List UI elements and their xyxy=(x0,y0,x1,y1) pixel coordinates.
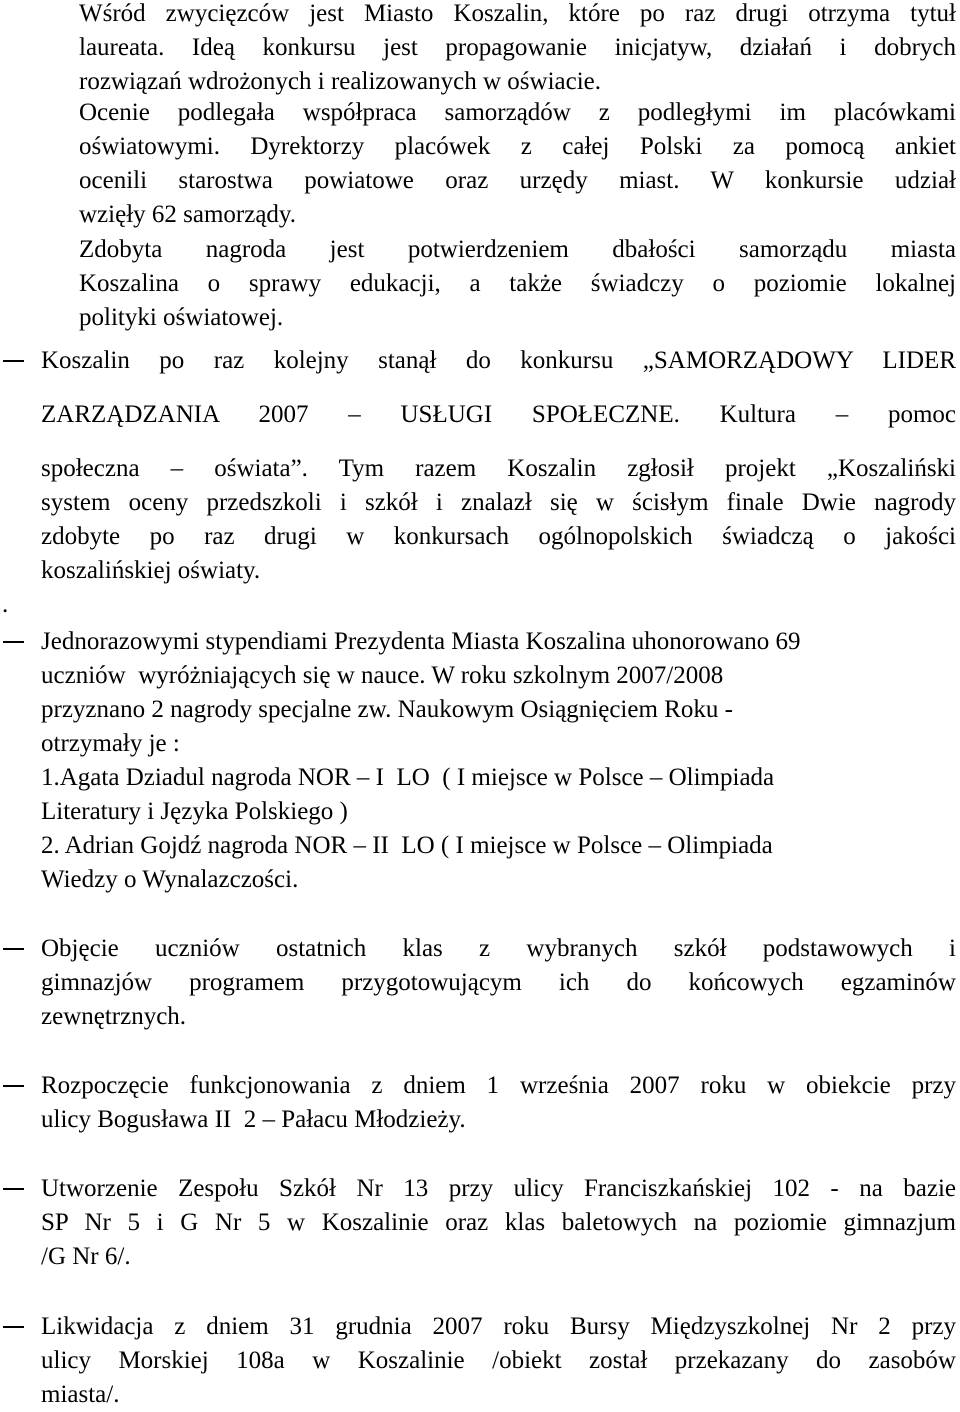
text-line: Utworzenie Zespołu Szkół Nr 13 przy ulicy Franciszkańskiej 102 - na bazie xyxy=(41,1175,956,1202)
list-item-objecie xyxy=(41,932,956,1034)
text-line: koszalińskiej oświaty. xyxy=(41,557,261,584)
text-line: Jednorazowymi stypendiami Prezydenta Miasta Koszalina uhonorowano 69 xyxy=(41,628,801,655)
text-line: Koszalina o sprawy edukacji, a także świadczy o poziomie lokalnej xyxy=(79,270,956,297)
text-line: przyznano 2 nagrody specjalne zw. Naukowym Osiągnięciem Roku - xyxy=(41,696,733,723)
list-item-zespol xyxy=(41,1172,956,1274)
text-line: ocenili starostwa powiatowe oraz urzędy miast. W konkursie udział xyxy=(79,167,956,194)
text-line: oświatowymi. Dyrektorzy placówek z całej Polski za pomocą ankiet xyxy=(79,133,956,160)
list-item-lider xyxy=(41,344,956,588)
text-line: polityki oświatowej. xyxy=(79,304,284,331)
text-line: SP Nr 5 i G Nr 5 w Koszalinie oraz klas baletowych na poziomie gimnazjum xyxy=(41,1209,956,1236)
text-line: ZARZĄDZANIA 2007 – USŁUGI SPOŁECZNE. Kultura – pomoc xyxy=(41,401,956,428)
text-line: system oceny przedszkoli i szkół i znalazł się w ścisłym finale Dwie nagrody xyxy=(41,489,956,516)
stray-dot: . xyxy=(2,591,9,618)
text-line: Ocenie podlegała współpraca samorządów z podległymi im placówkami xyxy=(79,99,956,126)
text-line: Likwidacja z dniem 31 grudnia 2007 roku Bursy Międzyszkolnej Nr 2 przy xyxy=(41,1313,956,1340)
dash-bullet xyxy=(3,1188,24,1190)
text-line: zewnętrznych. xyxy=(41,1003,187,1030)
text-line: ulicy Bogusława II 2 – Pałacu Młodzieży. xyxy=(41,1106,466,1133)
text-line: Wśród zwycięzców jest Miasto Koszalin, które po raz drugi otrzyma tytuł xyxy=(79,0,956,27)
text-line: /G Nr 6/. xyxy=(41,1243,131,1270)
text-line: Wiedzy o Wynalazczości. xyxy=(41,866,299,893)
text-line: społeczna – oświata”. Tym razem Koszalin zgłosił projekt „Koszaliński xyxy=(41,455,956,482)
dash-bullet xyxy=(3,360,24,362)
text-line: laureata. Ideą konkursu jest propagowanie inicjatyw, działań i dobrych xyxy=(79,34,956,61)
text-line: uczniów wyróżniających się w nauce. W roku szkolnym 2007/2008 xyxy=(41,662,724,689)
text-line: zdobyte po raz drugi w konkursach ogólnopolskich świadczą o jakości xyxy=(41,523,956,550)
text-line: otrzymały je : xyxy=(41,730,180,757)
text-line: rozwiązań wdrożonych i realizowanych w oświacie. xyxy=(79,68,601,95)
text-line: gimnazjów programem przygotowującym ich do końcowych egzaminów xyxy=(41,969,956,996)
list-item-bursa xyxy=(41,1310,956,1412)
list-item-palac xyxy=(41,1069,956,1137)
text-line: Koszalin po raz kolejny stanął do konkursu „SAMORZĄDOWY LIDER xyxy=(41,347,956,374)
text-line: Rozpoczęcie funkcjonowania z dniem 1 września 2007 roku w obiekcie przy xyxy=(41,1072,956,1099)
list-item-stypendia xyxy=(41,625,956,897)
text-line: ulicy Morskiej 108a w Koszalinie /obiekt został przekazany do zasobów xyxy=(41,1347,956,1374)
text-line: Zdobyta nagroda jest potwierdzeniem dbałości samorządu miasta xyxy=(79,236,956,263)
text-line: miasta/. xyxy=(41,1381,120,1408)
intro-paragraph-3 xyxy=(79,233,956,335)
dash-bullet xyxy=(3,948,24,950)
text-line: Objęcie uczniów ostatnich klas z wybranych szkół podstawowych i xyxy=(41,935,956,962)
text-line: Literatury i Języka Polskiego ) xyxy=(41,798,348,825)
intro-paragraph-1 xyxy=(79,0,956,99)
dash-bullet xyxy=(3,1326,24,1328)
text-line: 2. Adrian Gojdź nagroda NOR – II LO ( I miejsce w Polsce – Olimpiada xyxy=(41,832,773,859)
text-line: 1.Agata Dziadul nagroda NOR – I LO ( I miejsce w Polsce – Olimpiada xyxy=(41,764,775,791)
intro-paragraph-2 xyxy=(79,96,956,232)
dash-bullet xyxy=(3,1085,24,1087)
text-line: wzięły 62 samorządy. xyxy=(79,201,297,228)
dash-bullet xyxy=(3,641,24,643)
